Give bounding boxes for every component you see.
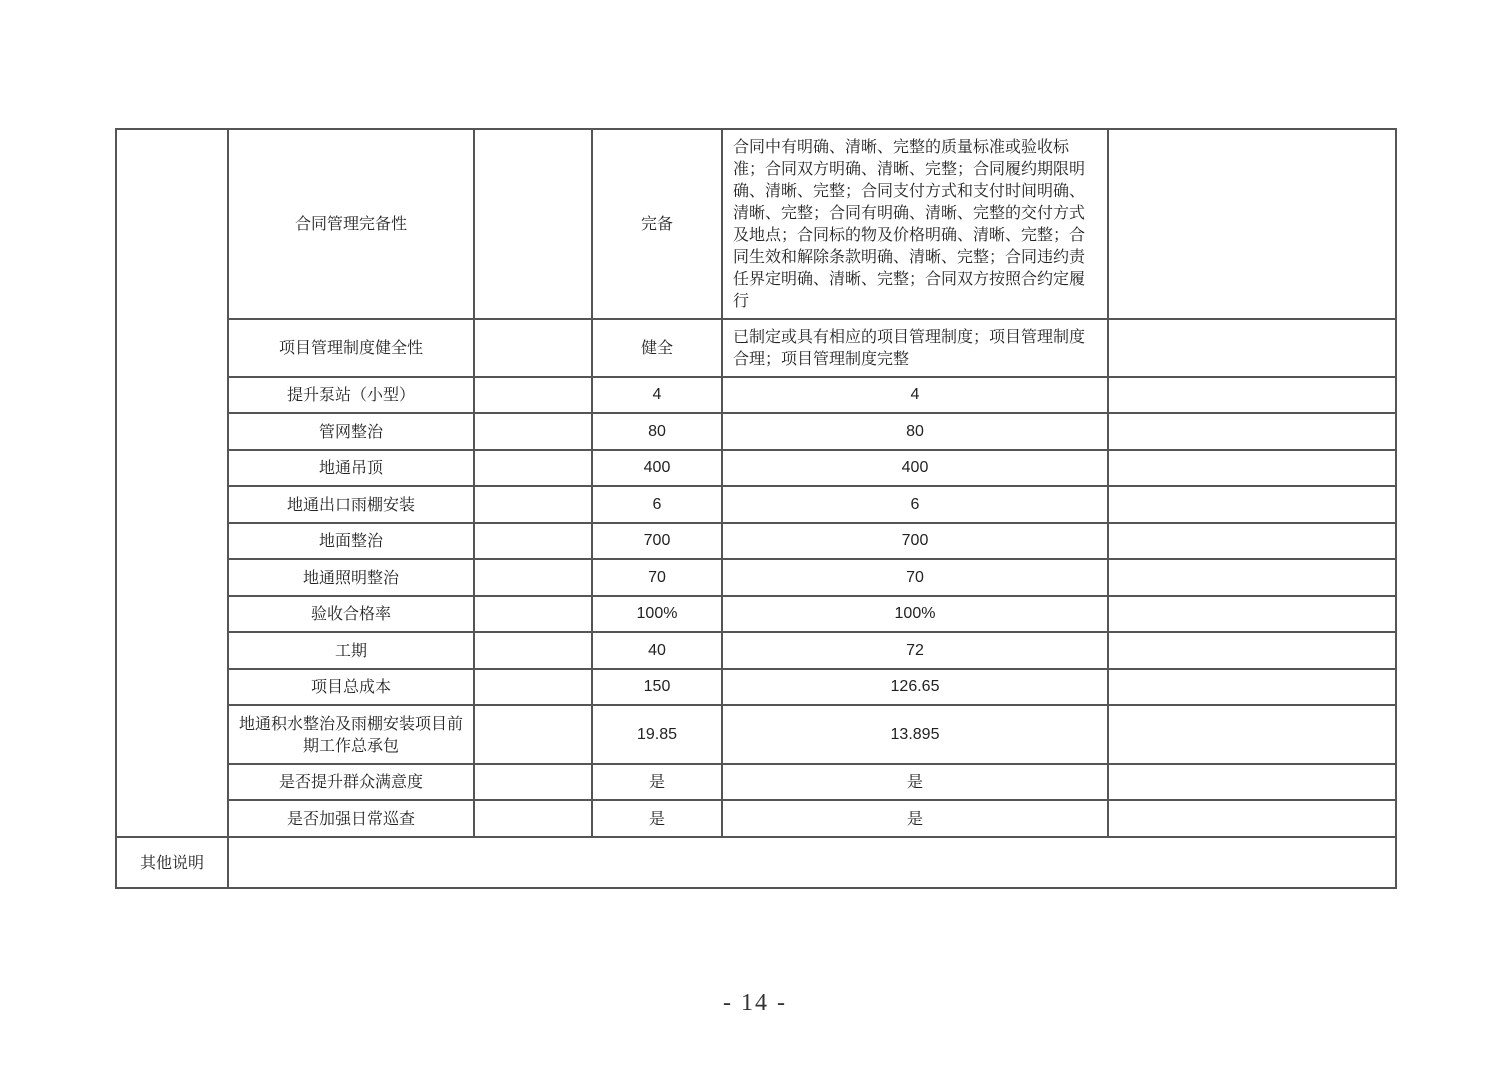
indicator-cell: 工期 — [228, 632, 474, 669]
table-row — [116, 596, 1396, 632]
actual-cell: 100% — [722, 596, 1108, 632]
actual-cell: 是 — [722, 800, 1108, 837]
indicator-cell: 项目总成本 — [228, 669, 474, 705]
target-cell: 4 — [592, 377, 722, 413]
target-cell: 是 — [592, 800, 722, 837]
remark-cell — [1108, 523, 1396, 559]
actual-cell: 700 — [722, 523, 1108, 559]
table-row — [116, 129, 1396, 319]
remark-cell — [1108, 413, 1396, 450]
other-notes-row — [116, 837, 1396, 888]
blank-cell — [474, 413, 592, 450]
table-row — [116, 450, 1396, 486]
target-cell: 400 — [592, 450, 722, 486]
indicator-cell: 是否提升群众满意度 — [228, 764, 474, 800]
remark-cell — [1108, 669, 1396, 705]
target-cell: 6 — [592, 486, 722, 523]
actual-cell: 已制定或具有相应的项目管理制度；项目管理制度合理；项目管理制度完整 — [722, 319, 1108, 377]
blank-cell — [474, 559, 592, 596]
indicator-cell: 验收合格率 — [228, 596, 474, 632]
remark-cell — [1108, 764, 1396, 800]
target-cell: 100% — [592, 596, 722, 632]
blank-cell — [474, 596, 592, 632]
target-cell: 80 — [592, 413, 722, 450]
actual-cell: 400 — [722, 450, 1108, 486]
table-row — [116, 377, 1396, 413]
remark-cell — [1108, 319, 1396, 377]
indicator-cell: 是否加强日常巡查 — [228, 800, 474, 837]
target-cell: 40 — [592, 632, 722, 669]
indicator-cell: 合同管理完备性 — [228, 129, 474, 319]
blank-cell — [474, 632, 592, 669]
remark-cell — [1108, 800, 1396, 837]
remark-cell — [1108, 705, 1396, 764]
target-cell: 是 — [592, 764, 722, 800]
merged-category-cell — [116, 129, 228, 837]
remark-cell — [1108, 377, 1396, 413]
table-row — [116, 486, 1396, 523]
blank-cell — [474, 764, 592, 800]
table-row — [116, 559, 1396, 596]
target-cell: 700 — [592, 523, 722, 559]
blank-cell — [474, 800, 592, 837]
actual-cell: 13.895 — [722, 705, 1108, 764]
blank-cell — [474, 486, 592, 523]
actual-cell: 72 — [722, 632, 1108, 669]
page-number: - 14 - — [723, 990, 787, 1016]
actual-cell: 6 — [722, 486, 1108, 523]
table-row — [116, 705, 1396, 764]
blank-cell — [474, 523, 592, 559]
target-cell: 健全 — [592, 319, 722, 377]
table-row — [116, 764, 1396, 800]
table-row — [116, 319, 1396, 377]
blank-cell — [474, 377, 592, 413]
target-cell: 完备 — [592, 129, 722, 319]
actual-cell: 4 — [722, 377, 1108, 413]
other-notes-value — [228, 837, 1396, 888]
remark-cell — [1108, 129, 1396, 319]
blank-cell — [474, 705, 592, 764]
indicator-cell: 地通照明整治 — [228, 559, 474, 596]
indicator-cell: 提升泵站（小型） — [228, 377, 474, 413]
actual-cell: 80 — [722, 413, 1108, 450]
actual-cell: 126.65 — [722, 669, 1108, 705]
remark-cell — [1108, 486, 1396, 523]
remark-cell — [1108, 632, 1396, 669]
table-row — [116, 523, 1396, 559]
indicator-cell: 地通积水整治及雨棚安装项目前期工作总承包 — [228, 705, 474, 764]
table-row — [116, 800, 1396, 837]
blank-cell — [474, 669, 592, 705]
other-notes-label: 其他说明 — [116, 837, 228, 888]
blank-cell — [474, 450, 592, 486]
remark-cell — [1108, 596, 1396, 632]
actual-cell: 是 — [722, 764, 1108, 800]
remark-cell — [1108, 450, 1396, 486]
indicator-cell: 地通吊顶 — [228, 450, 474, 486]
blank-cell — [474, 319, 592, 377]
remark-cell — [1108, 559, 1396, 596]
blank-cell — [474, 129, 592, 319]
target-cell: 19.85 — [592, 705, 722, 764]
target-cell: 70 — [592, 559, 722, 596]
table-row — [116, 413, 1396, 450]
indicator-cell: 项目管理制度健全性 — [228, 319, 474, 377]
performance-table — [115, 128, 1397, 889]
indicator-cell: 地通出口雨棚安装 — [228, 486, 474, 523]
target-cell: 150 — [592, 669, 722, 705]
table-row — [116, 669, 1396, 705]
actual-cell: 70 — [722, 559, 1108, 596]
indicator-cell: 管网整治 — [228, 413, 474, 450]
table-row — [116, 632, 1396, 669]
actual-cell: 合同中有明确、清晰、完整的质量标准或验收标准；合同双方明确、清晰、完整；合同履约期限明确、清晰、完整；合同支付方式和支付时间明确、清晰、完整；合同有明确、清晰、完整的交付方式及地点；合同标的物及价格明确、清晰、完整；合同生效和解除条款明确、清晰、完整；合同违约责任界定明确、清晰、完整；合同双方按照合约定履行 — [722, 129, 1108, 319]
indicator-cell: 地面整治 — [228, 523, 474, 559]
